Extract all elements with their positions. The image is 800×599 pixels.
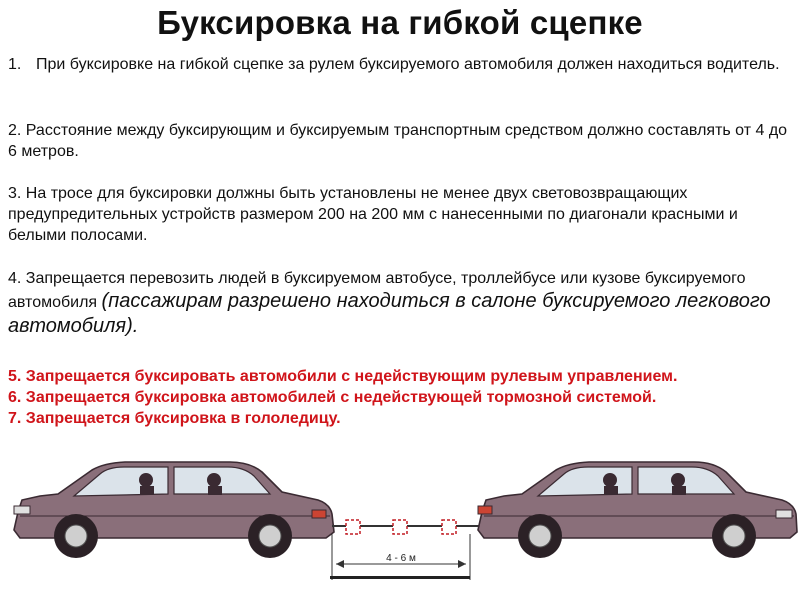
rule-1-text: При буксировке на гибкой сцепке за рулем буксируемого автомобиля должен находиться водитель. [36,56,780,73]
rule-2: 2. Расстояние между буксирующим и буксируемым транспортным средством должно составлять от 4 до 6 метров. [8,122,788,160]
rule-1 [8,54,793,75]
rule-7: 7. Запрещается буксировка в гололедицу. [8,410,341,427]
rule-6: 6. Запрещается буксировка автомобилей с недействующей тормозной системой. [8,389,657,406]
distance-label: 4 - 6 м [386,553,416,564]
towing-illustration [0,440,800,599]
ground-strip [330,576,470,579]
rule-4-text: 4. Запрещается перевозить людей в буксируемом автобусе, троллейбусе или кузове буксируемого автомобиля [8,270,746,311]
towed-car-icon [14,462,334,558]
page-title: Буксировка на гибкой сцепке [157,4,643,41]
rule-3: 3. На тросе для буксировки должны быть установлены не менее двух световозвращающих предупредительных устройств размером 200 на 200 мм с нанесенными по диагонали красными и белыми полосами. [8,185,738,244]
rule-1-number: 1. [8,56,22,73]
tow-rope [332,520,488,534]
rule-5-text: . Запрещается буксировать автомобили с недействующим рулевым управлением. [16,368,678,385]
rule-5 [8,366,793,387]
rule-4-note: (пассажирам разрешено находиться в салоне буксируемого легкового автомобиля). [8,290,771,337]
towing-car-icon [478,462,797,558]
rule-4 [8,268,793,339]
distance-dimension [332,534,470,580]
rule-5-number: 5 [8,368,17,385]
